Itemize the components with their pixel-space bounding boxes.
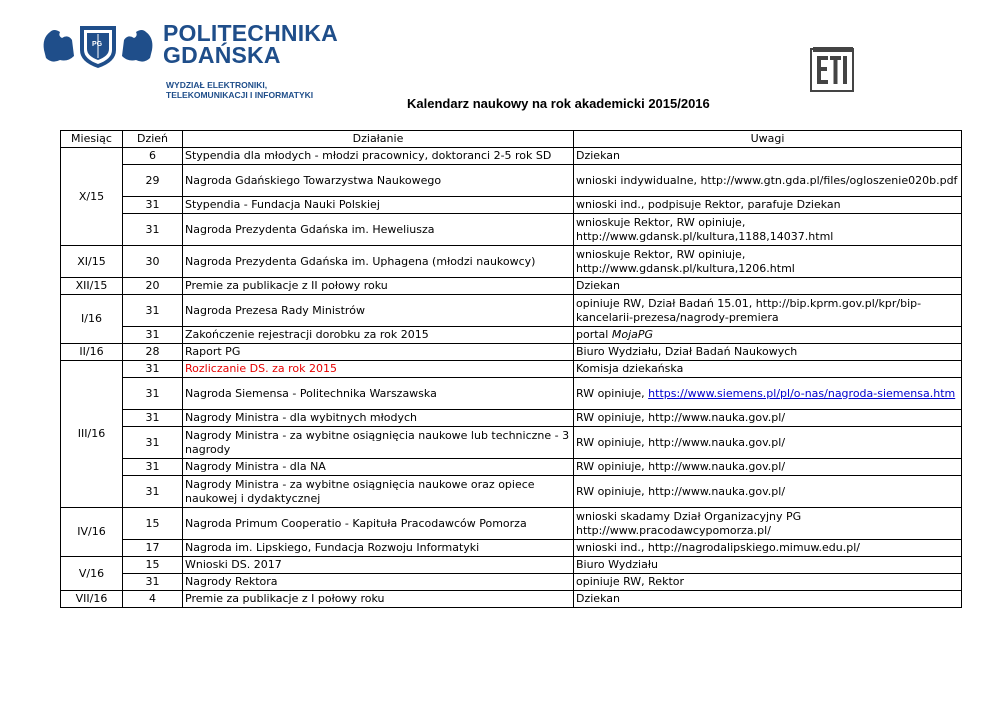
table-row (61, 378, 962, 410)
table-row (61, 361, 962, 378)
action-cell: Nagroda Primum Cooperatio - Kapituła Pracodawców Pomorza (183, 508, 574, 540)
day-cell: 31 (123, 361, 183, 378)
notes-cell: wnioski ind., http://nagrodalipskiego.mimuw.edu.pl/ (574, 540, 962, 557)
table-row (61, 476, 962, 508)
notes-cell: Biuro Wydziału, Dział Badań Naukowych (574, 344, 962, 361)
action-cell: Wnioski DS. 2017 (183, 557, 574, 574)
day-cell: 31 (123, 378, 183, 410)
university-name-line1: POLITECHNIKA (163, 20, 338, 46)
notes-cell: Dziekan (574, 278, 962, 295)
day-cell: 31 (123, 459, 183, 476)
table-row (61, 197, 962, 214)
notes-cell: Dziekan (574, 148, 962, 165)
notes-cell: wnioskuje Rektor, RW opiniuje, http://www.gdansk.pl/kultura,1206.html (574, 246, 962, 278)
table-row (61, 214, 962, 246)
month-cell: II/16 (61, 344, 123, 361)
day-cell: 15 (123, 557, 183, 574)
table-row (61, 410, 962, 427)
action-cell: Nagrody Ministra - za wybitne osiągnięcia naukowe lub techniczne - 3 nagrody (183, 427, 574, 459)
notes-cell: wnioskuje Rektor, RW opiniuje, http://www.gdansk.pl/kultura,1188,14037.html (574, 214, 962, 246)
column-header-day: Dzień (123, 131, 183, 148)
table-row (61, 591, 962, 608)
action-cell: Nagroda Prezydenta Gdańska im. Heweliusza (183, 214, 574, 246)
day-cell: 29 (123, 165, 183, 197)
month-cell: I/16 (61, 295, 123, 344)
faculty-name-line2: TELEKOMUNIKACJI I INFORMATYKI (166, 90, 314, 100)
notes-cell: RW opiniuje, http://www.nauka.gov.pl/ (574, 459, 962, 476)
action-cell: Nagroda Prezesa Rady Ministrów (183, 295, 574, 327)
table-row (61, 295, 962, 327)
faculty-name (166, 80, 313, 100)
month-cell: XII/15 (61, 278, 123, 295)
action-cell: Zakończenie rejestracji dorobku za rok 2015 (183, 327, 574, 344)
day-cell: 31 (123, 327, 183, 344)
day-cell: 20 (123, 278, 183, 295)
table-row (61, 459, 962, 476)
notes-cell: wnioski indywidualne, http://www.gtn.gda.pl/files/ogloszenie020b.pdf (574, 165, 962, 197)
column-header-action: Działanie (183, 131, 574, 148)
table-row (61, 278, 962, 295)
table-row (61, 246, 962, 278)
logo-monogram: PG (92, 41, 103, 48)
month-cell: III/16 (61, 361, 123, 508)
day-cell: 31 (123, 427, 183, 459)
day-cell: 6 (123, 148, 183, 165)
university-name-line2: GDAŃSKA (163, 42, 281, 68)
column-header-month: Miesiąc (61, 131, 123, 148)
action-cell: Nagroda im. Lipskiego, Fundacja Rozwoju Informatyki (183, 540, 574, 557)
notes-cell: RW opiniuje, http://www.nauka.gov.pl/ (574, 476, 962, 508)
day-cell: 31 (123, 197, 183, 214)
notes-prefix: RW opiniuje, (576, 386, 649, 400)
notes-cell: RW opiniuje, http://www.nauka.gov.pl/ (574, 410, 962, 427)
day-cell: 31 (123, 410, 183, 427)
day-cell: 17 (123, 540, 183, 557)
university-name (163, 22, 338, 66)
day-cell: 30 (123, 246, 183, 278)
notes-cell (574, 378, 962, 410)
action-cell: Stypendia - Fundacja Nauki Polskiej (183, 197, 574, 214)
table-row (61, 344, 962, 361)
action-cell-highlighted: Rozliczanie DS. za rok 2015 (183, 361, 574, 378)
action-cell: Stypendia dla młodych - młodzi pracownicy, doktoranci 2-5 rok SD (183, 148, 574, 165)
notes-cell: RW opiniuje, http://www.nauka.gov.pl/ (574, 427, 962, 459)
action-cell: Raport PG (183, 344, 574, 361)
eti-logo (810, 46, 854, 92)
table-row (61, 148, 962, 165)
column-header-notes: Uwagi (574, 131, 962, 148)
day-cell: 4 (123, 591, 183, 608)
notes-cell: wnioski ind., podpisuje Rektor, parafuje Dziekan (574, 197, 962, 214)
action-cell: Nagrody Ministra - za wybitne osiągnięcia naukowe oraz opiece naukowej i dydaktycznej (183, 476, 574, 508)
notes-cell: Dziekan (574, 591, 962, 608)
month-cell: XI/15 (61, 246, 123, 278)
action-cell: Nagrody Ministra - dla wybitnych młodych (183, 410, 574, 427)
day-cell: 28 (123, 344, 183, 361)
day-cell: 31 (123, 574, 183, 591)
day-cell: 31 (123, 476, 183, 508)
action-cell: Premie za publikacje z I połowy roku (183, 591, 574, 608)
eti-logo-text: ETI (810, 46, 812, 47)
faculty-name-line1: WYDZIAŁ ELEKTRONIKI, (166, 80, 268, 90)
notes-cell: wnioski skadamy Dział Organizacyjny PG http://www.pracodawcypomorza.pl/ (574, 508, 962, 540)
document-title: Kalendarz naukowy na rok akademicki 2015/2016 (407, 96, 710, 111)
table-row (61, 574, 962, 591)
action-cell: Premie za publikacje z II połowy roku (183, 278, 574, 295)
action-cell: Nagroda Prezydenta Gdańska im. Uphagena (młodzi naukowcy) (183, 246, 574, 278)
notes-cell: opiniuje RW, Dział Badań 15.01, http://bip.kprm.gov.pl/kpr/bip-kancelarii-prezesa/nagrody-premiera (574, 295, 962, 327)
notes-cell (574, 327, 962, 344)
table-row (61, 427, 962, 459)
day-cell: 31 (123, 295, 183, 327)
table-row (61, 508, 962, 540)
siemens-link[interactable]: https://www.siemens.pl/pl/o-nas/nagroda-siemensa.htm (648, 386, 956, 400)
month-cell: X/15 (61, 148, 123, 246)
table-row (61, 165, 962, 197)
university-logo (38, 20, 158, 70)
day-cell: 15 (123, 508, 183, 540)
notes-prefix: portal (576, 328, 612, 341)
action-cell: Nagroda Gdańskiego Towarzystwa Naukowego (183, 165, 574, 197)
portal-name: MojaPG (611, 328, 654, 341)
action-cell: Nagroda Siemensa - Politechnika Warszawska (183, 378, 574, 410)
table-header-row (61, 131, 962, 148)
table-row (61, 557, 962, 574)
month-cell: VII/16 (61, 591, 123, 608)
action-cell: Nagrody Ministra - dla NA (183, 459, 574, 476)
month-cell: V/16 (61, 557, 123, 591)
action-cell: Nagrody Rektora (183, 574, 574, 591)
month-cell: IV/16 (61, 508, 123, 557)
calendar-table (60, 130, 962, 608)
table-row (61, 540, 962, 557)
table-row (61, 327, 962, 344)
notes-cell: Komisja dziekańska (574, 361, 962, 378)
notes-cell: Biuro Wydziału (574, 557, 962, 574)
notes-cell: opiniuje RW, Rektor (574, 574, 962, 591)
day-cell: 31 (123, 214, 183, 246)
